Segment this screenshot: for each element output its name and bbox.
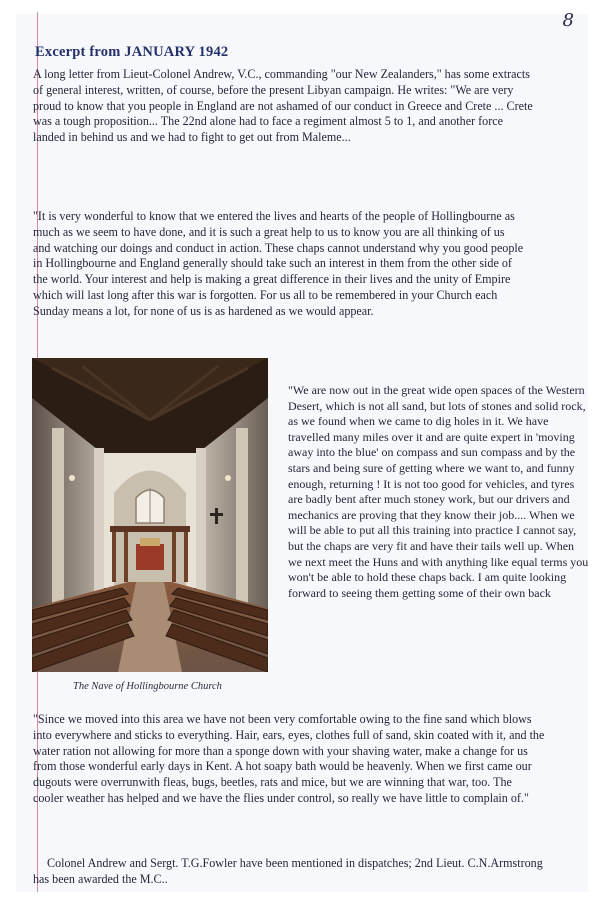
paragraph-hollingbourne: "It is very wonderful to know that we entered the lives and hearts of the people of Hollingbourne as much as we seem to have done, and it is such a great help to us to know you are all thinking of us and watching our doings and conduct in action. These chaps cannot understand why you good people in Hollingbourne and England generally should take such an interest in them from the other side of the world. Your interest and help is making a great difference in their lives and the unity of Empire which will last long after this war is forgotten. For us all to be remembered in your Church each Sunday means a lot, for none of us is as hardened as we would appear. [33,209,524,318]
paragraph-desert-conditions: "Since we moved into this area we have not been very comfortable owing to the fine sand which blows into everywhere and sticks to everything. Hair, ears, eyes, clothes full of sand, skin coated with it, and the water ration not allowing for more than a sponge down with your shaving water, make a change for us from those wonderful early days in Kent. A hot soapy bath would be heavenly. When we first came our dugouts were overrunwith fleas, bugs, beetles, rats and mice, but we are winning that war, too. The cooler weather has helped and we have the flies under control, so really we have little to complain of." [33,712,545,805]
paragraph-intro: A long letter from Lieut-Colonel Andrew, V.C., commanding "our New Zealanders," has some extracts of general interest, written, of course, before the present Libyan campaign. He writes: "We are very proud to know that you people in England are not ashamed of our conduct in Greece and Crete ... Crete was a tough proposition... The 22nd alone had to face a regiment almost 5 to 1, and another force landed in behind us and we had to fight to get out from Maleme... [33,67,533,145]
page-number: 8 [562,10,574,31]
page-heading: Excerpt from JANUARY 1942 [35,44,229,60]
church-nave-illustration [32,358,268,672]
paragraph-western-desert: "We are now out in the great wide open spaces of the Western Desert, which is not all sand, but lots of stones and solid rock, as we found when we came to dig holes in it. We have travelled many miles over it and are quite expert in 'moving away into the blue' on compass and sun compass and by the stars and being sure of getting where we want to, and funny enough, returning ! It is not too good for vehicles, and tyres are badly bent after much stoney work, but our drivers and mechanics are proving that they know their job.... When we will be able to put all this training into practice I cannot say, but the chaps are very fit and have their tails well up. When we next meet the Huns and with anything like equal terms you won't be able to hold these chaps back. I am quite looking forward to seeing them getting some of their own back [288,383,589,600]
photo-caption: The Nave of Hollingbourne Church [73,681,222,692]
church-nave-photo [32,358,268,672]
paragraph-honours [33,856,553,888]
paragraph-honours-text: Colonel Andrew and Sergt. T.G.Fowler have been mentioned in dispatches; 2nd Lieut. C.N.Armstrong has been awarded the M.C.. [33,856,543,886]
